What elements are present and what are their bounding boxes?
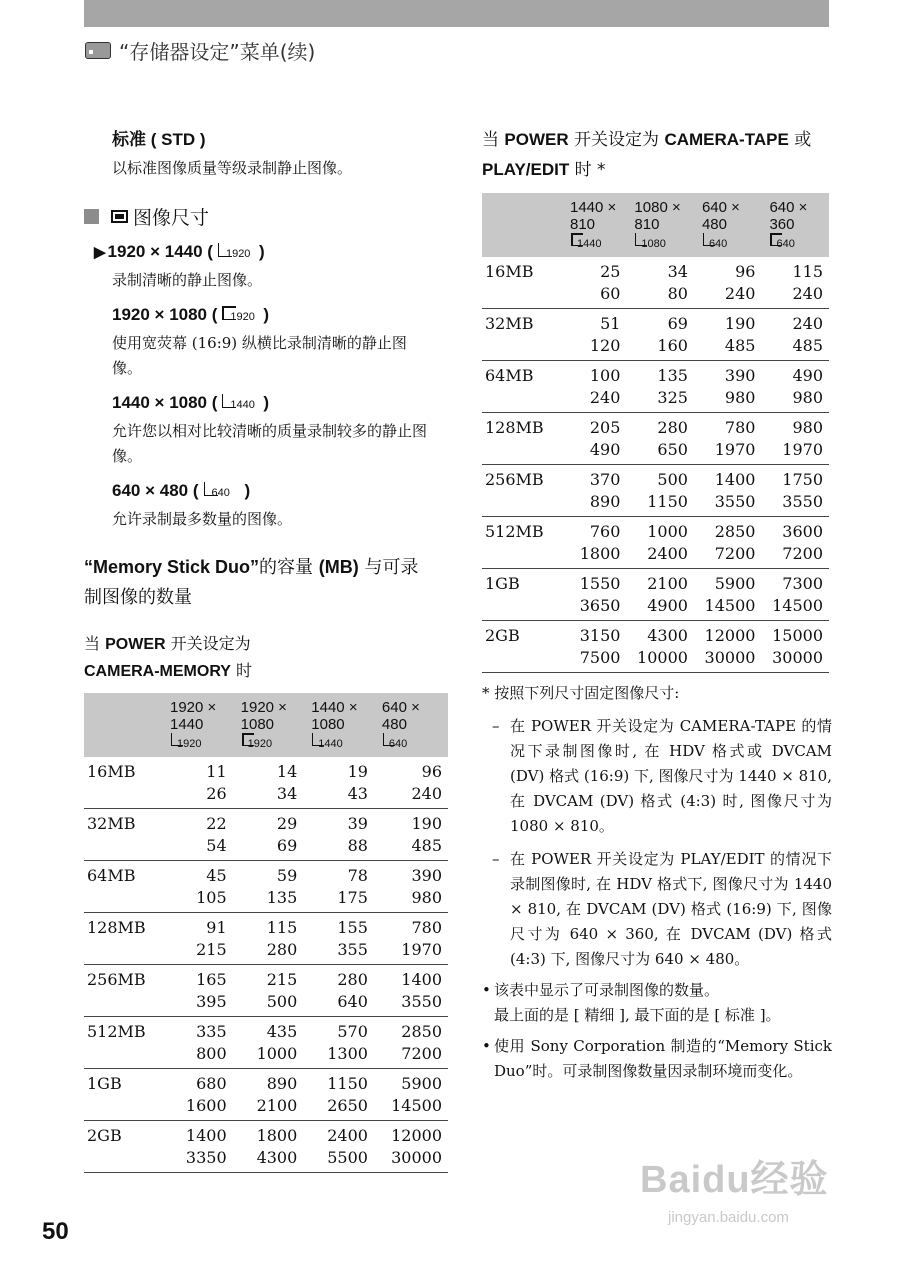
image-size-heading <box>84 203 434 230</box>
count-cell: 890 2100 <box>233 1069 304 1121</box>
count-cell: 69 160 <box>626 309 694 361</box>
count-cell: 215 500 <box>233 965 304 1017</box>
count-cell: 91 215 <box>162 913 233 965</box>
size-icon: 640 <box>702 233 742 249</box>
count-cell: 96 240 <box>374 757 448 809</box>
note-play-edit: – 在 POWER 开关设定为 PLAY/EDIT 的情况下录制图像时, 在 HDV 格式下, 图像尺寸为 1440 × 810, 在 DVCAM (DV) 格式 (16:9) 下, 图像尺寸为 640 × 360, 在 DVCAM (DV) 格式 (4:3) 下, 图像尺寸为 640 × 480。 <box>492 850 832 968</box>
count-cell: 490 980 <box>761 361 829 413</box>
size-option-4-desc: 允许录制最多数量的图像。 <box>112 510 293 528</box>
count-cell: 240 485 <box>761 309 829 361</box>
note-camera-tape: – 在 POWER 开关设定为 CAMERA-TAPE 的情况下录制图像时, 在 HDV 格式或 DVCAM (DV) 格式 (16:9) 下, 图像尺寸为 1440 × 810, 在 DVCAM (DV) 格式 (4:3) 时, 图像尺寸为 1080 × 810。 <box>492 717 832 835</box>
size-option-1-title: 1920 × 1440 ( <box>107 242 213 261</box>
count-cell: 1750 3550 <box>761 465 829 517</box>
capacity-cell: 32MB <box>482 309 562 361</box>
size-icon: 1920 <box>170 733 210 749</box>
count-cell: 190 485 <box>374 809 448 861</box>
image-size-icon <box>111 210 128 223</box>
count-cell: 2850 7200 <box>694 517 762 569</box>
table-row <box>84 965 448 1017</box>
count-cell: 34 80 <box>626 257 694 309</box>
count-cell: 100 240 <box>562 361 626 413</box>
baidu-watermark <box>640 1148 829 1226</box>
page-header <box>85 36 315 65</box>
count-cell: 2850 7200 <box>374 1017 448 1069</box>
capacity-cell: 64MB <box>84 861 162 913</box>
count-cell: 115 240 <box>761 257 829 309</box>
count-cell: 96 240 <box>694 257 762 309</box>
table-row <box>84 861 448 913</box>
size-option-4: 640 × 480 ( 640 ) 允许录制最多数量的图像。 <box>84 481 434 532</box>
count-cell: 1400 3350 <box>162 1121 233 1173</box>
size-wide-icon: 1440 <box>570 233 610 249</box>
size-1440-icon: 1440 <box>221 393 259 413</box>
count-cell: 7300 14500 <box>761 569 829 621</box>
table-row <box>84 809 448 861</box>
count-cell: 15000 30000 <box>761 621 829 673</box>
table-row <box>482 569 829 621</box>
count-cell: 12000 30000 <box>374 1121 448 1173</box>
table-row <box>482 517 829 569</box>
capacity-cell: 256MB <box>84 965 162 1017</box>
count-cell: 780 1970 <box>694 413 762 465</box>
count-cell: 19 43 <box>303 757 374 809</box>
table-row <box>84 1069 448 1121</box>
size-option-2-title: 1920 × 1080 ( <box>112 305 218 324</box>
std-title: 标准 ( STD ) <box>112 130 206 149</box>
count-cell: 1400 3550 <box>694 465 762 517</box>
count-cell: 12000 30000 <box>694 621 762 673</box>
section-square-icon <box>84 209 99 224</box>
capacity-cell: 2GB <box>482 621 562 673</box>
count-cell: 570 1300 <box>303 1017 374 1069</box>
count-cell: 390 980 <box>694 361 762 413</box>
count-cell: 335 800 <box>162 1017 233 1069</box>
size-option-3: 1440 × 1080 ( 1440 ) 允许您以相对比较清晰的质量录制较多的静止图像。 <box>84 393 434 469</box>
count-cell: 5900 14500 <box>374 1069 448 1121</box>
count-cell: 4300 10000 <box>626 621 694 673</box>
count-cell: 205 490 <box>562 413 626 465</box>
count-cell: 135 325 <box>626 361 694 413</box>
table-row <box>482 465 829 517</box>
capacity-cell: 1GB <box>84 1069 162 1121</box>
table1-title: 当 POWER 开关设定为 CAMERA-MEMORY 时 <box>84 634 253 680</box>
capacity-cell: 256MB <box>482 465 562 517</box>
count-cell: 2400 5500 <box>303 1121 374 1173</box>
count-cell: 500 1150 <box>626 465 694 517</box>
table1-col-2: 1920 × 1080 1920 <box>233 693 304 757</box>
size-wide-icon: 1920 <box>241 733 281 749</box>
count-cell: 760 1800 <box>562 517 626 569</box>
table-row <box>84 757 448 809</box>
count-cell: 59 135 <box>233 861 304 913</box>
count-cell: 390 980 <box>374 861 448 913</box>
count-cell: 2100 4900 <box>626 569 694 621</box>
count-cell: 155 355 <box>303 913 374 965</box>
capacity-title: “Memory Stick Duo”的容量 (MB) 与可录制图像的数量 <box>84 557 419 608</box>
count-cell: 370 890 <box>562 465 626 517</box>
capacity-table-memory <box>84 693 448 1173</box>
count-cell: 3150 7500 <box>562 621 626 673</box>
count-cell: 1000 2400 <box>626 517 694 569</box>
top-bar <box>84 0 829 27</box>
watermark-logo: Baidu经验 <box>640 1159 829 1201</box>
capacity-cell: 16MB <box>482 257 562 309</box>
header-title: “存储器设定”菜单(续) <box>119 40 316 64</box>
memory-card-icon <box>85 42 111 59</box>
count-cell: 165 395 <box>162 965 233 1017</box>
table1-col-3: 1440 × 1080 1440 <box>303 693 374 757</box>
count-cell: 780 1970 <box>374 913 448 965</box>
std-desc: 以标准图像质量等级录制静止图像。 <box>112 159 353 177</box>
count-cell: 45 105 <box>162 861 233 913</box>
table1-col-1: 1920 × 1440 1920 <box>162 693 233 757</box>
size-option-1: ▶ 1920 × 1440 ( 1920 ) 录制清晰的静止图像。 <box>84 242 434 293</box>
size-icon: 1440 <box>311 733 351 749</box>
size-option-3-title: 1440 × 1080 ( <box>112 393 218 412</box>
size-option-1-desc: 录制清晰的静止图像。 <box>112 271 263 289</box>
table-row <box>482 309 829 361</box>
size-option-2: 1920 × 1080 ( 1920 ) 使用宽荧幕 (16:9) 纵横比录制清晰的静止图像。 <box>84 305 434 381</box>
size-1920-icon: 1920 <box>217 242 255 262</box>
size-wide-icon: 640 <box>769 233 809 249</box>
table-row <box>482 257 829 309</box>
capacity-cell: 16MB <box>84 757 162 809</box>
default-arrow-icon: ▶ <box>94 244 106 261</box>
table2-title: 当 POWER 开关设定为 CAMERA-TAPE 或 PLAY/EDIT 时 * <box>482 130 812 180</box>
size-icon: 1080 <box>634 233 674 249</box>
capacity-cell: 32MB <box>84 809 162 861</box>
capacity-cell: 64MB <box>482 361 562 413</box>
table-row <box>482 361 829 413</box>
table2-col-4: 640 × 360 640 <box>761 193 829 257</box>
count-cell: 25 60 <box>562 257 626 309</box>
count-cell: 78 175 <box>303 861 374 913</box>
size-icon: 640 <box>382 733 422 749</box>
count-cell: 39 88 <box>303 809 374 861</box>
count-cell: 22 54 <box>162 809 233 861</box>
count-cell: 1150 2650 <box>303 1069 374 1121</box>
page-number: 50 <box>42 1218 69 1245</box>
table-row <box>84 1121 448 1173</box>
note-sony-duo: • 使用 Sony Corporation 制造的“Memory Stick Duo”时。可录制图像数量因录制环境而变化。 <box>482 1037 832 1080</box>
count-cell: 190 485 <box>694 309 762 361</box>
count-cell: 29 69 <box>233 809 304 861</box>
count-cell: 51 120 <box>562 309 626 361</box>
left-column <box>84 125 442 1173</box>
note-table-shows: • 该表中显示了可录制图像的数量。 最上面的是 [ 精细 ], 最下面的是 [ 标准 ]。 <box>482 981 781 1024</box>
capacity-cell: 1GB <box>482 569 562 621</box>
count-cell: 1550 3650 <box>562 569 626 621</box>
asterisk-note: * 按照下列尺寸固定图像尺寸: <box>482 684 680 702</box>
size-1920-wide-icon: 1920 <box>221 305 259 325</box>
count-cell: 3600 7200 <box>761 517 829 569</box>
image-size-title: 图像尺寸 <box>133 207 210 229</box>
capacity-cell: 2GB <box>84 1121 162 1173</box>
count-cell: 14 34 <box>233 757 304 809</box>
count-cell: 680 1600 <box>162 1069 233 1121</box>
count-cell: 1400 3550 <box>374 965 448 1017</box>
table2-col-1: 1440 × 810 1440 <box>562 193 626 257</box>
capacity-cell: 128MB <box>482 413 562 465</box>
size-640-icon: 640 <box>203 481 241 501</box>
table-row <box>482 413 829 465</box>
count-cell: 115 280 <box>233 913 304 965</box>
size-option-3-desc: 允许您以相对比较清晰的质量录制较多的静止图像。 <box>112 422 428 465</box>
size-option-4-title: 640 × 480 ( <box>112 481 199 500</box>
right-column <box>482 125 832 1084</box>
table2-col-2: 1080 × 810 1080 <box>626 193 694 257</box>
count-cell: 280 650 <box>626 413 694 465</box>
table-row <box>84 913 448 965</box>
table2-col-3: 640 × 480 640 <box>694 193 762 257</box>
count-cell: 5900 14500 <box>694 569 762 621</box>
count-cell: 1800 4300 <box>233 1121 304 1173</box>
table-row <box>482 621 829 673</box>
capacity-cell: 512MB <box>84 1017 162 1069</box>
count-cell: 11 26 <box>162 757 233 809</box>
count-cell: 280 640 <box>303 965 374 1017</box>
table1-col-4: 640 × 480 640 <box>374 693 448 757</box>
count-cell: 980 1970 <box>761 413 829 465</box>
count-cell: 435 1000 <box>233 1017 304 1069</box>
table-row <box>84 1017 448 1069</box>
capacity-cell: 128MB <box>84 913 162 965</box>
watermark-url: jingyan.baidu.com <box>668 1209 789 1226</box>
capacity-cell: 512MB <box>482 517 562 569</box>
size-option-2-desc: 使用宽荧幕 (16:9) 纵横比录制清晰的静止图像。 <box>112 334 407 377</box>
capacity-table-tape <box>482 193 829 673</box>
